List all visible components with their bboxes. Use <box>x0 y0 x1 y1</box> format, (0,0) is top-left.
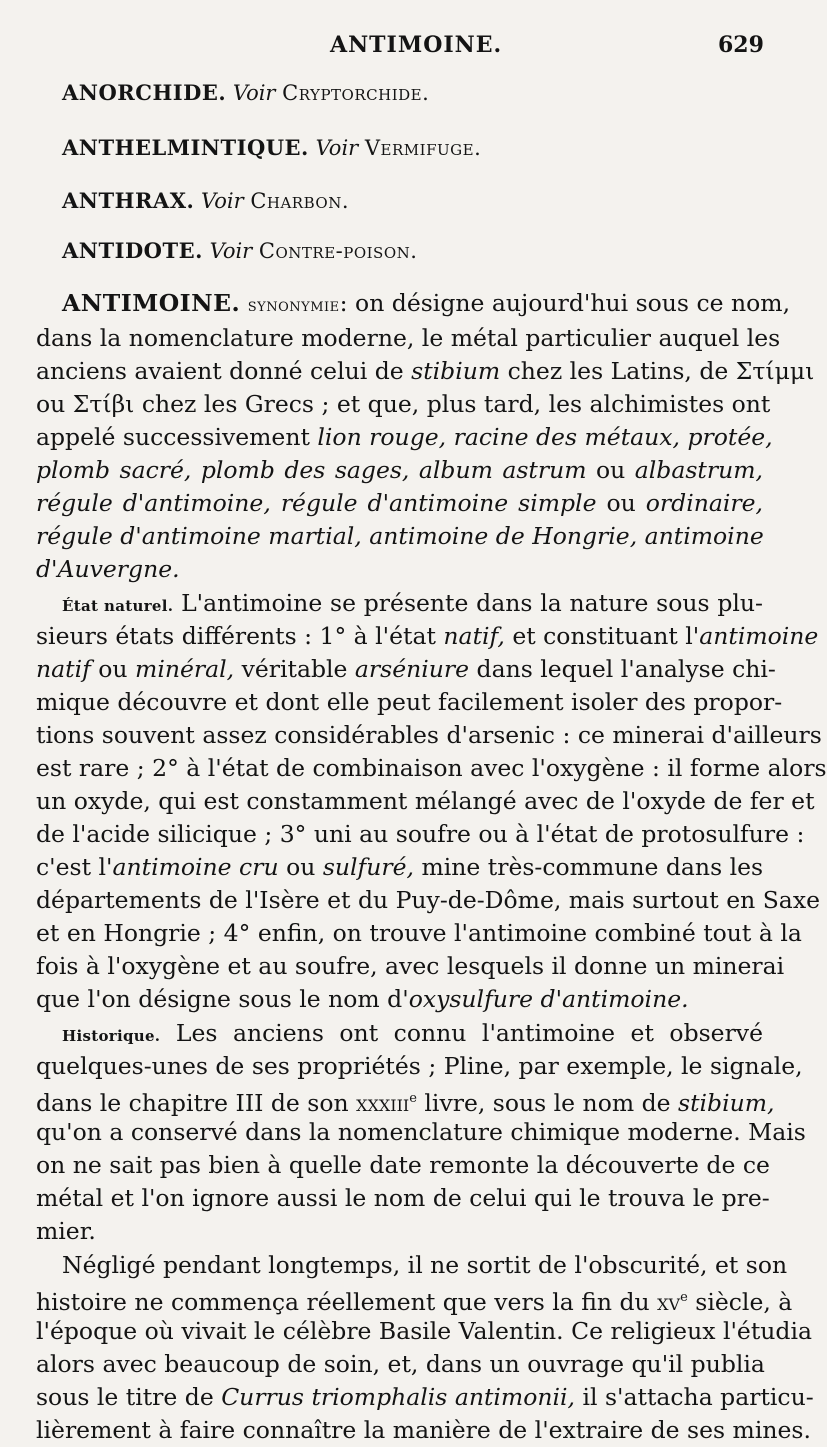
running-head: ANTIMOINE. <box>330 32 503 58</box>
text-run: Currus triomphalis antimonii, <box>221 1383 575 1411</box>
synonymie-label: synonymie <box>247 294 340 316</box>
section-rubric-historique: Historique. <box>62 1027 161 1045</box>
paragraph-line: lièrement à faire connaître la manière de l'extraire de ses mines. <box>36 1416 811 1444</box>
text-run: ou <box>596 489 646 517</box>
etat-naturel-line: de l'acide silicique ; 3° uni au soufre ou à l'état de protosulfure : <box>36 820 805 848</box>
etat-naturel-line: un oxyde, qui est constamment mélangé avec de l'oxyde de fer et <box>36 787 815 815</box>
text-run: livre, sous le nom de <box>416 1088 679 1117</box>
text-run: histoire ne commença réellement que vers la fin du <box>36 1287 658 1316</box>
text-run: régule d'antimoine, régule d'antimoine simple <box>36 489 597 517</box>
etat-naturel-line: départements de l'Isère et du Puy-de-Dôme, mais surtout en Saxe <box>36 886 820 914</box>
cross-reference-anthelmintique <box>62 135 481 160</box>
text-run: plomb sacré, plomb des sages, album astrum <box>36 456 587 484</box>
etat-naturel-line: est rare ; 2° à l'état de combinaison avec l'oxygène : il forme alors <box>36 754 827 782</box>
article-line: d'Auvergne. <box>36 555 180 583</box>
text-run: véritable <box>234 655 355 683</box>
text-run: et constituant l' <box>504 622 700 650</box>
paragraph-line: Négligé pendant longtemps, il ne sortit de l'obscurité, et son <box>62 1251 788 1279</box>
cross-reference-anorchide <box>62 80 429 105</box>
text-run: L'antimoine se présente dans la nature sous plu- <box>173 589 763 617</box>
text-run: mine très-commune dans les <box>413 853 764 881</box>
historique-line: métal et l'on ignore aussi le nom de celui qui le trouva le pre- <box>36 1184 770 1212</box>
etat-naturel-line <box>36 852 763 884</box>
historique-line <box>36 1084 775 1117</box>
article-line <box>62 288 791 320</box>
cross-reference-antidote <box>62 238 417 263</box>
text-run: siècle, à <box>687 1287 793 1316</box>
article-line: régule d'antimoine martial, antimoine de Hongrie, antimoine <box>36 522 764 550</box>
text-run: sieurs états différents : 1° à l'état <box>36 622 444 650</box>
xref-target: Contre-poison. <box>258 239 418 263</box>
paragraph-line: l'époque où vivait le célèbre Basile Valentin. Ce religieux l'étudia <box>36 1317 812 1345</box>
article-line <box>36 455 763 487</box>
etat-naturel-line: et en Hongrie ; 4° enfin, on trouve l'antimoine combiné tout à la <box>36 919 802 947</box>
paragraph-line: alors avec beaucoup de soin, et, dans un ouvrage qu'il publia <box>36 1350 765 1378</box>
xref-headword: ANORCHIDE. <box>62 80 227 105</box>
article-line <box>36 356 815 388</box>
etat-naturel-line <box>36 654 776 686</box>
xref-headword: ANTHRAX. <box>62 188 195 213</box>
etat-naturel-line <box>36 621 819 653</box>
text-run: arséniure <box>354 655 470 683</box>
text-run: stibium, <box>678 1088 775 1117</box>
text-run: ou <box>278 853 323 881</box>
xref-target: Charbon. <box>250 189 350 213</box>
etat-naturel-line <box>36 984 763 1016</box>
article-line: ou Στίβι chez les Grecs ; et que, plus tard, les alchimistes ont <box>36 390 771 418</box>
text-run: lion rouge, racine des métaux, protée, <box>317 423 773 451</box>
text-run: natif, <box>443 622 505 650</box>
xref-voir: Voir <box>209 239 253 263</box>
xref-voir: Voir <box>201 189 244 213</box>
xref-voir: Voir <box>315 136 359 160</box>
paragraph-line <box>36 1382 814 1414</box>
text-run: xv <box>657 1287 681 1316</box>
text-run: sulfuré, <box>322 853 414 881</box>
text-run: sous le titre de <box>36 1383 222 1411</box>
xref-target: Cryptorchide. <box>282 81 430 105</box>
text-run: e <box>409 1091 417 1106</box>
text-run: anciens avaient donné celui de <box>36 357 412 385</box>
text-run: c'est l' <box>36 853 113 881</box>
text-run: e <box>680 1290 688 1305</box>
article-line <box>36 422 773 454</box>
text-run: antimoine <box>699 622 819 650</box>
xref-voir: Voir <box>232 81 276 105</box>
section-rubric-etat-naturel: État naturel. <box>62 597 174 615</box>
text-run: chez les Latins, de Στίμμι <box>500 357 815 385</box>
article-line <box>36 488 763 520</box>
etat-naturel-line: tions souvent assez considérables d'arsenic : ce minerai d'ailleurs <box>36 721 822 749</box>
historique-line: mier. <box>36 1217 96 1245</box>
text-run: minéral, <box>135 655 235 683</box>
page-number: 629 <box>718 32 764 58</box>
text-run: il s'attacha particu- <box>575 1383 814 1411</box>
article-headword: ANTIMOINE. <box>62 289 241 317</box>
text-run: natif <box>36 655 91 683</box>
text-run: : on désigne aujourd'hui sous ce nom, <box>339 289 791 317</box>
historique-line: qu'on a conservé dans la nomenclature chimique moderne. Mais <box>36 1118 806 1146</box>
xref-headword: ANTIDOTE. <box>62 238 203 263</box>
text-run: ordinaire, <box>645 489 763 517</box>
text-run: appelé successivement <box>36 423 318 451</box>
xref-headword: ANTHELMINTIQUE. <box>62 135 309 160</box>
text-run: ou <box>586 456 635 484</box>
historique-line: quelques-unes de ses propriétés ; Pline, par exemple, le signale, <box>36 1052 803 1080</box>
xref-target: Vermifuge. <box>364 136 482 160</box>
historique-line: on ne sait pas bien à quelle date remonte la découverte de ce <box>36 1151 770 1179</box>
text-run: xxxiii <box>356 1088 410 1117</box>
text-run: Les anciens ont connu l'antimoine et observé <box>160 1019 763 1047</box>
text-run: dans le chapitre III de son <box>36 1088 357 1117</box>
text-run: dans lequel l'analyse chi- <box>469 655 776 683</box>
text-run: stibium <box>411 357 501 385</box>
etat-naturel-line: mique découvre et dont elle peut facilement isoler des propor- <box>36 688 783 716</box>
text-run: oxysulfure d'antimoine. <box>408 985 689 1013</box>
text-run: albastrum, <box>634 456 763 484</box>
etat-naturel-line: fois à l'oxygène et au soufre, avec lesquels il donne un minerai <box>36 952 785 980</box>
text-run: ou <box>90 655 136 683</box>
cross-reference-anthrax <box>62 188 349 213</box>
article-line: dans la nomenclature moderne, le métal particulier auquel les <box>36 324 781 352</box>
historique-line <box>62 1018 763 1050</box>
text-run: antimoine cru <box>112 853 279 881</box>
paragraph-line <box>36 1283 793 1316</box>
text-run: que l'on désigne sous le nom d' <box>36 985 409 1013</box>
etat-naturel-line <box>62 588 763 620</box>
